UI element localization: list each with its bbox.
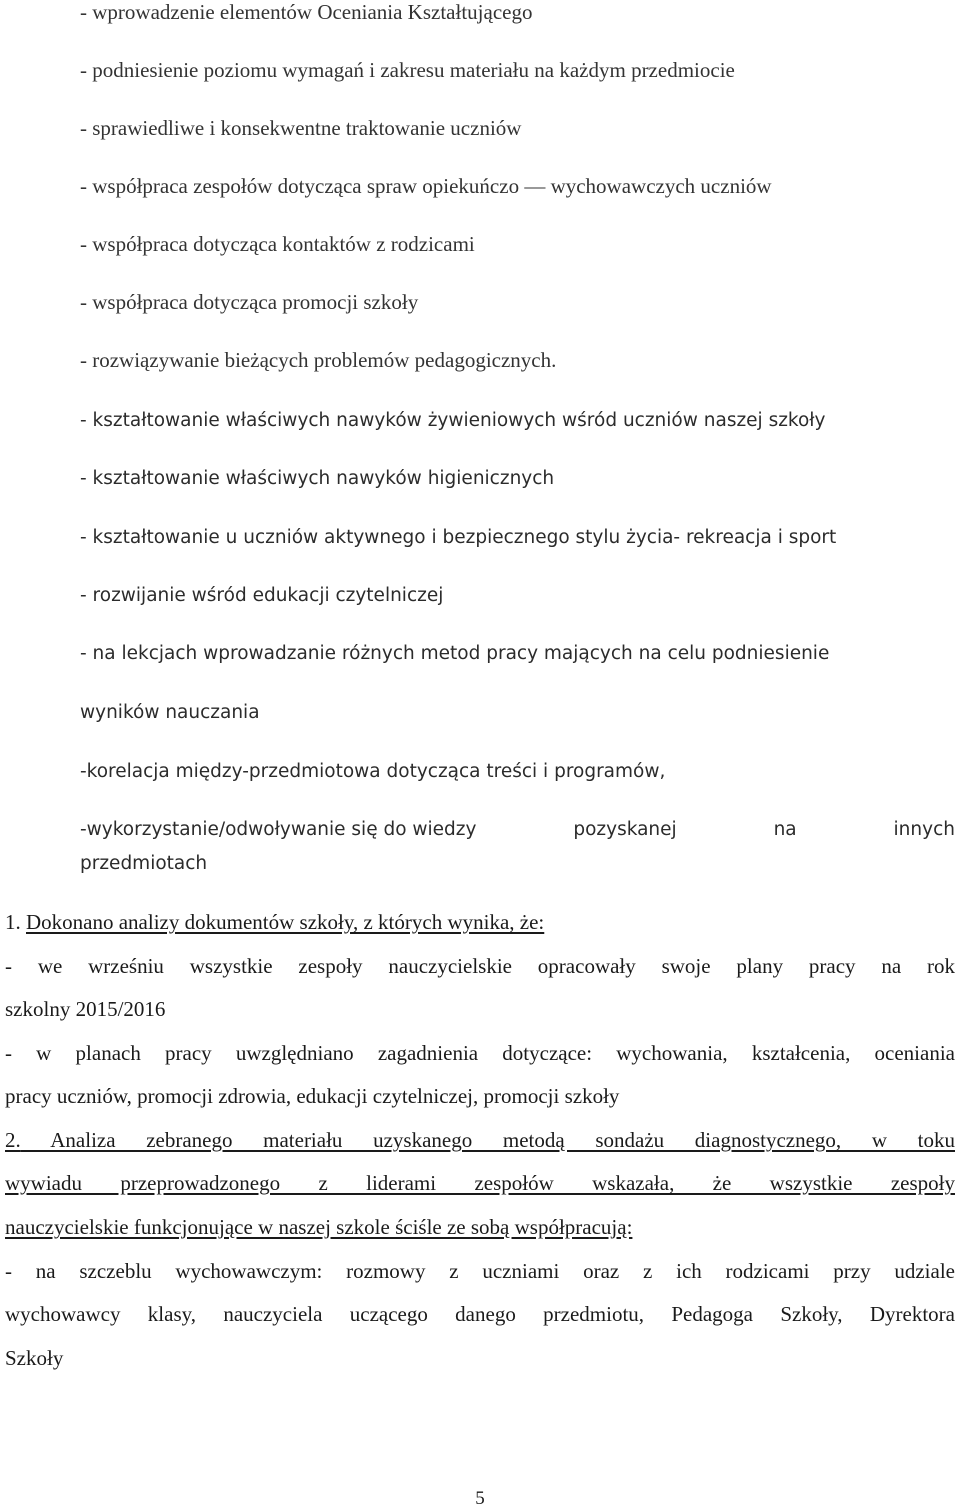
paragraph-line: - we wrześniu wszystkie zespoły nauczycielskie opracowały swoje plany pracy na rok (5, 954, 955, 978)
list-item: - podniesienie poziomu wymagań i zakresu materiału na każdym przedmiocie (80, 58, 735, 82)
word: -wykorzystanie/odwoływanie się do wiedzy (80, 819, 477, 840)
list-item: - kształtowanie właściwych nawyków higienicznych (80, 468, 555, 489)
section-number: 1. (5, 910, 21, 934)
section-number: 2. (5, 1128, 21, 1152)
list-item-justified (80, 819, 955, 840)
list-item: - kształtowanie właściwych nawyków żywieniowych wśród uczniów naszej szkoły (80, 410, 826, 431)
paragraph-line: szkolny 2015/2016 (5, 997, 166, 1021)
section-1-heading (5, 910, 955, 935)
paragraph-line: wychowawcy klasy, nauczyciela uczącego danego przedmiotu, Pedagoga Szkoły, Dyrektora (5, 1302, 955, 1326)
list-item: - wprowadzenie elementów Oceniania Kształtującego (80, 0, 533, 24)
paragraph-line: - na szczeblu wychowawczym: rozmowy z uczniami oraz z ich rodzicami przy udziale (5, 1259, 955, 1283)
section-2-heading-line: nauczycielskie funkcjonujące w naszej szkole ściśle ze sobą współpracują: (5, 1215, 633, 1239)
word: na (773, 819, 797, 840)
paragraph-line: Szkoły (5, 1346, 64, 1370)
list-item: wyników nauczania (80, 702, 260, 723)
list-item: -korelacja między-przedmiotowa dotycząca treści i programów, (80, 761, 666, 782)
list-item: - na lekcjach wprowadzanie różnych metod pracy mających na celu podniesienie (80, 643, 830, 664)
word: pozyskanej (573, 819, 677, 840)
list-item: - kształtowanie u uczniów aktywnego i bezpiecznego stylu życia- rekreacja i sport (80, 527, 837, 548)
section-2-heading (5, 1128, 955, 1153)
list-item: - współpraca dotycząca promocji szkoły (80, 290, 419, 314)
list-item: - rozwiązywanie bieżących problemów pedagogicznych. (80, 348, 557, 372)
list-item: - rozwijanie wśród edukacji czytelniczej (80, 585, 444, 606)
list-item: - współpraca zespołów dotycząca spraw opiekuńczo — wychowawczych uczniów (80, 174, 772, 198)
list-item: - współpraca dotycząca kontaktów z rodzicami (80, 232, 475, 256)
paragraph-line: - w planach pracy uwzględniano zagadnienia dotyczące: wychowania, kształcenia, oceniania (5, 1041, 955, 1065)
section-2-heading-line: wywiadu przeprowadzonego z liderami zespołów wskazała, że wszystkie zespoły (5, 1171, 955, 1195)
paragraph-line: pracy uczniów, promocji zdrowia, edukacji czytelniczej, promocji szkoły (5, 1084, 620, 1108)
list-item: - sprawiedliwe i konsekwentne traktowanie uczniów (80, 116, 522, 140)
word: innych (893, 819, 955, 840)
list-item-continuation: przedmiotach (80, 853, 208, 874)
page-number: 5 (475, 1488, 485, 1509)
section-title: Analiza zebranego materiału uzyskanego metodą sondażu diagnostycznego, w toku (20, 1128, 955, 1152)
section-title: Dokonano analizy dokumentów szkoły, z których wynika, że: (26, 910, 545, 934)
